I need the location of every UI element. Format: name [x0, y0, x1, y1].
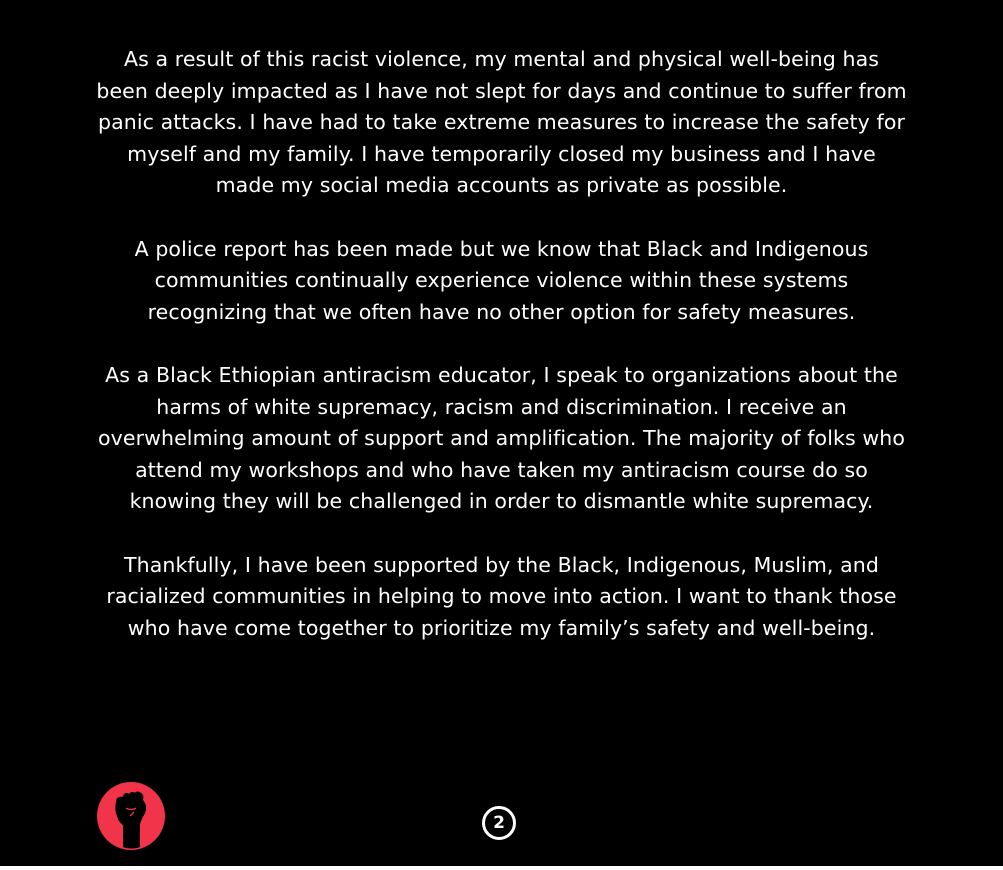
paragraph-thanks: Thankfully, I have been supported by the Black, Indigenous, Muslim, and racialized communities in helping to move into action. I want to thank those who have come together to prioritize my family’s safety and well-being.	[106, 552, 897, 640]
page-number-badge: 2	[482, 806, 516, 840]
raised-fist-icon	[96, 781, 166, 851]
paragraph-educator: As a Black Ethiopian antiracism educator, I speak to organizations about the harms of white supremacy, racism and discrimination. I receive an overwhelming amount of support and amplification. The majority of folks who attend my workshops and who have taken my antiracism course do so knowing they will be challenged in order to dismantle white supremacy.	[98, 362, 905, 514]
paragraph-impact: As a result of this racist violence, my mental and physical well-being has been deeply impacted as I have not slept for days and continue to suffer from panic attacks. I have had to take extreme measures to increase the safety for myself and my family. I have temporarily closed my business and I have made my social media accounts as private as possible.	[96, 47, 907, 198]
statement-body	[95, 44, 908, 676]
bottom-edge	[0, 866, 1003, 870]
paragraph-police-report: A police report has been made but we know that Black and Indigenous communities continually experience violence within these systems recognizing that we often have no other option for safety measures.	[134, 236, 869, 324]
